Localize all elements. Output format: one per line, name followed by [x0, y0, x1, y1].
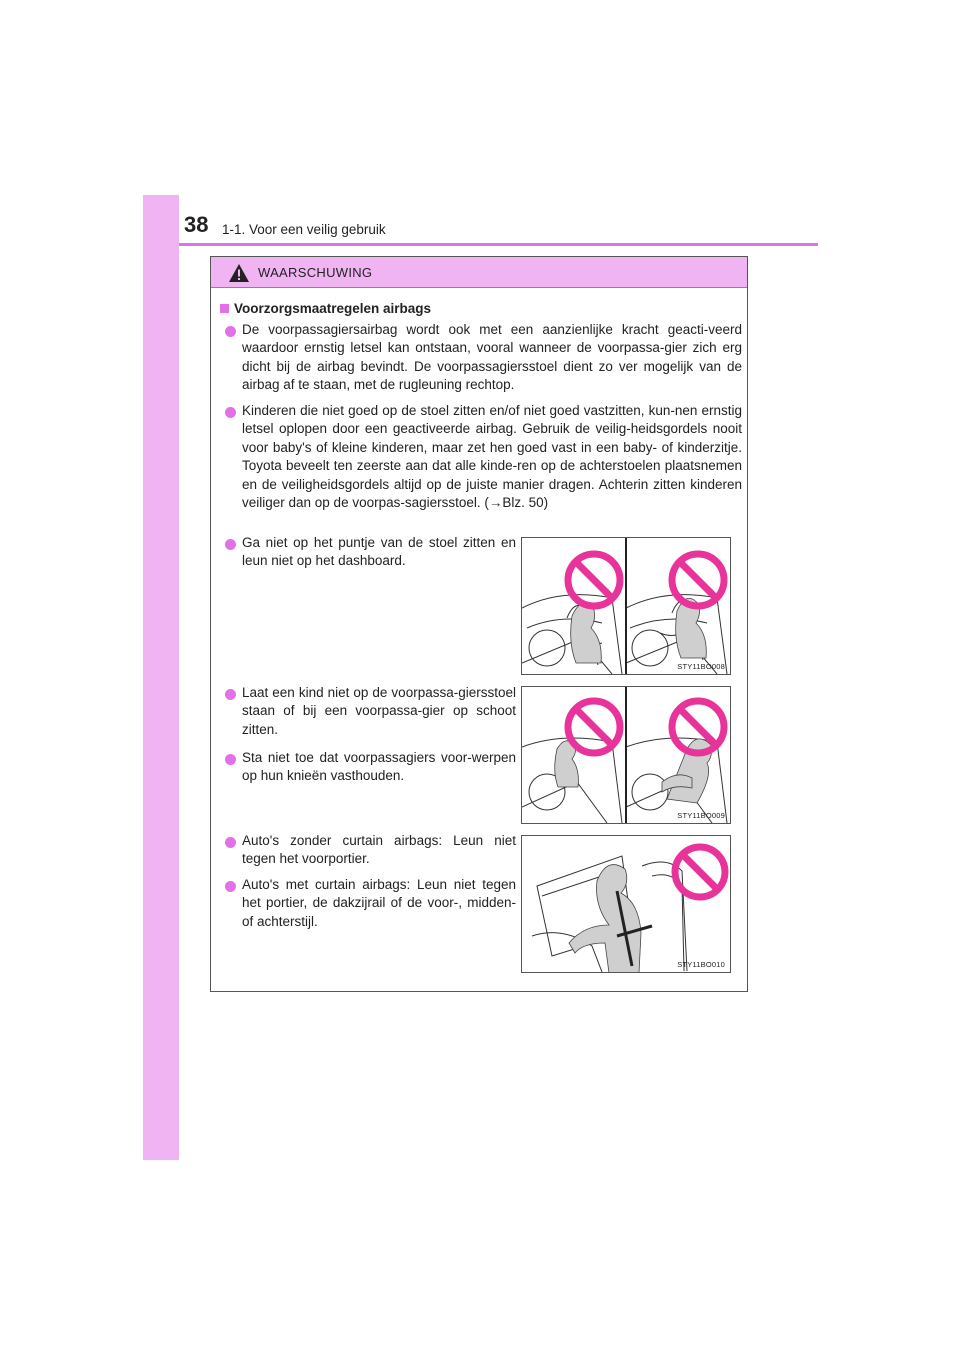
bullet-text: Laat een kind niet op de voorpassa-giersstoel staan of bij een voorpassa-gier op schoot zitten.: [242, 685, 516, 737]
bullet-dot-icon: [225, 881, 236, 892]
bullet-dot-icon: [225, 407, 236, 418]
figure-sitting-forward: [521, 537, 731, 675]
bullet-dot-icon: [225, 326, 236, 337]
bullet-text: De voorpassagiersairbag wordt ook met een aanzienlijke kracht geacti-veerd waardoor ernstig letsel kan ontstaan, vooral wanneer de voorpassa-gier zich erg dicht bij de airbag bevindt. De voorpassagiersstoel dient zo ver mogelijk van de airbag af te staan, met de rugleuning rechtop.: [242, 322, 742, 393]
prohibition-icon: [568, 701, 620, 753]
bullet-text: Ga niet op het puntje van de stoel zitten en leun niet op het dashboard.: [242, 535, 516, 569]
prohibition-icon: [672, 554, 724, 606]
figure-code: STY11BO009: [677, 811, 725, 820]
square-bullet-icon: [220, 304, 229, 313]
warning-label: WAARSCHUWING: [258, 265, 373, 280]
figure-code: STY11BO008: [677, 662, 725, 671]
warning-box: [210, 256, 748, 992]
illustration-car-interior: [522, 836, 730, 972]
bullet-text: Auto's zonder curtain airbags: Leun niet tegen het voorportier.: [242, 833, 516, 867]
chapter-side-tab: [143, 195, 179, 1160]
bullet-dot-icon: [225, 539, 236, 550]
bullet-text: Sta niet toe dat voorpassagiers voor-werpen op hun knieën vasthouden.: [242, 750, 516, 784]
warning-header: [211, 257, 747, 288]
warning-subheading: [220, 301, 431, 316]
header-rule: [179, 243, 818, 246]
section-title: 1-1. Voor een veilig gebruik: [222, 222, 386, 237]
bullet-dot-icon: [225, 689, 236, 700]
subheading-text: Voorzorgsmaatregelen airbags: [234, 301, 432, 316]
warning-triangle-icon: [228, 263, 250, 283]
bullet-dot-icon: [225, 754, 236, 765]
prohibition-icon: [568, 554, 620, 606]
figure-code: STY11BO010: [677, 960, 725, 969]
figure-child-on-seat: [521, 686, 731, 824]
page-number: 38: [184, 212, 209, 237]
bullet-text: Kinderen die niet goed op de stoel zitten en/of niet goed vastzitten, kun-nen ernstig letsel oplopen door een geactiveerde airbag. Gebruik de veilig-heidsgordels nooit voor baby's of kleine kinderen, maar zet hen goed vast in een baby- of kinderzitje. Toyota beveelt ten zeerste aan dat alle kinde-ren op de achterstoelen plaatsnemen en de veiligheidsgordels altijd op de juiste manier dragen. Achterin zitten kinderen veiliger dan op de voorpas-sagiersstoel. (→Blz. 50): [242, 403, 742, 511]
bullet-dot-icon: [225, 837, 236, 848]
illustration-car-interior: [522, 538, 730, 674]
figure-leaning-door: [521, 835, 731, 973]
illustration-car-interior: [522, 687, 730, 823]
bullet-text: Auto's met curtain airbags: Leun niet tegen het portier, de dakzijrail of de voor-, midden- of achterstijl.: [242, 877, 516, 929]
